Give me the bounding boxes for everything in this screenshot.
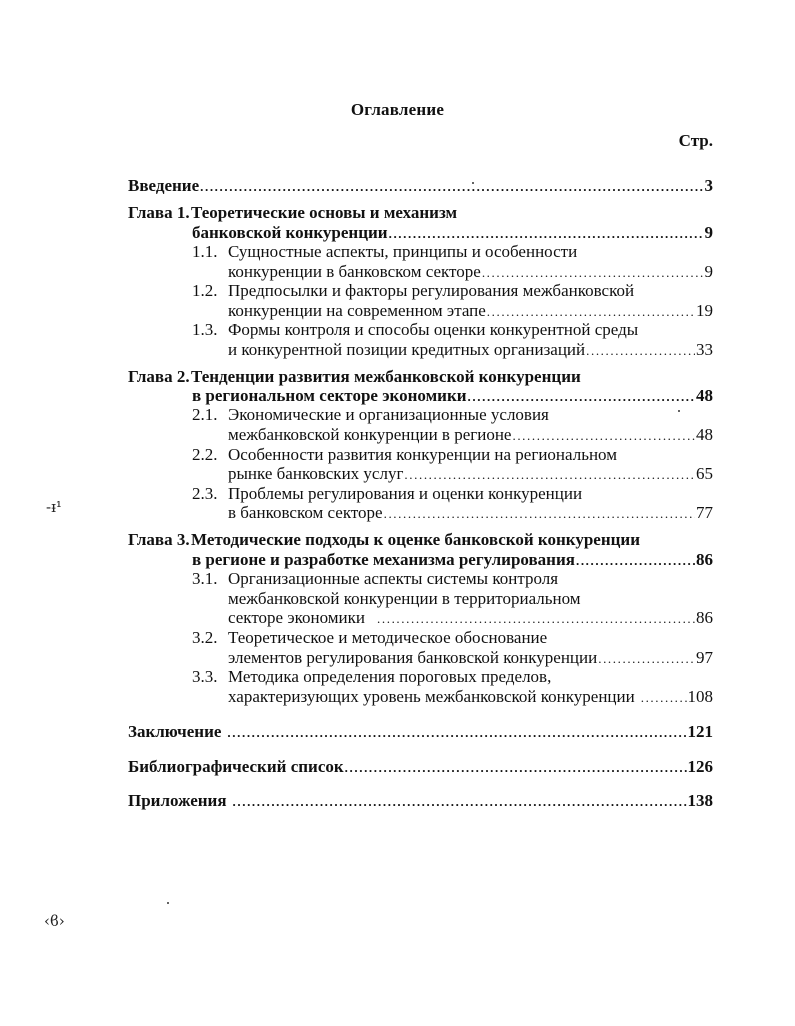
- section-number: 3.2.: [192, 628, 218, 647]
- chapter-title-line1: Методические подходы к оценке банковской конкуренции: [191, 530, 640, 549]
- dot-leader: [586, 341, 695, 361]
- section-title-line2: межбанковской конкуренции в территориальном: [228, 589, 581, 608]
- section-page: 33: [696, 340, 713, 359]
- dot-leader: [487, 302, 695, 322]
- toc-section-3-1-line2[interactable]: [228, 589, 581, 609]
- chapter-page: 48: [696, 386, 713, 405]
- section-title-line2: характеризующих уровень межбанковской конкуренции: [228, 687, 635, 706]
- scan-speck: [678, 410, 680, 412]
- dot-leader: [404, 465, 695, 485]
- toc-section-1-2[interactable]: [192, 281, 634, 301]
- toc-section-2-2[interactable]: [192, 445, 617, 465]
- toc-section-2-1-end[interactable]: [228, 425, 713, 446]
- section-page: 19: [696, 301, 713, 320]
- toc-appendix[interactable]: [128, 791, 713, 812]
- section-title-line2: межбанковской конкуренции в регионе: [228, 425, 512, 444]
- section-title-line3: секторе экономики: [228, 608, 366, 627]
- toc-chapter-1-heading[interactable]: [128, 203, 457, 223]
- section-number: 2.2.: [192, 445, 218, 464]
- section-number: 2.1.: [192, 405, 218, 424]
- section-number: 3.1.: [192, 569, 218, 588]
- toc-chapter-2[interactable]: [192, 386, 713, 407]
- dot-leader: [233, 792, 687, 812]
- toc-intro-label: Введение: [128, 176, 200, 195]
- toc-section-3-2-end[interactable]: [228, 648, 713, 669]
- toc-appendix-page: 138: [687, 791, 713, 810]
- dot-leader: [389, 224, 704, 244]
- toc-chapter-2-heading[interactable]: [128, 367, 581, 387]
- toc-section-1-1-end[interactable]: [228, 262, 713, 283]
- dot-leader: [377, 609, 695, 629]
- section-page: 86: [696, 608, 713, 627]
- toc-chapter-1[interactable]: [192, 223, 713, 244]
- toc-conclusion-label: Заключение: [128, 722, 222, 741]
- toc-chapter-3[interactable]: [192, 550, 713, 571]
- dot-leader: [384, 504, 695, 524]
- section-title-line2: в банковском секторе: [228, 503, 383, 522]
- toc-bibliography-label: Библиографический список: [128, 757, 344, 776]
- section-page: 48: [696, 425, 713, 444]
- section-number: 1.2.: [192, 281, 218, 300]
- dot-leader: [227, 723, 686, 743]
- toc-section-3-3[interactable]: [192, 667, 551, 687]
- toc-intro[interactable]: [128, 176, 713, 197]
- section-title-line2: конкуренции в банковском секторе: [228, 262, 481, 281]
- toc-section-3-2[interactable]: [192, 628, 547, 648]
- section-title-line1: Организационные аспекты системы контроля: [228, 569, 559, 588]
- toc-section-3-1-end[interactable]: [228, 608, 713, 629]
- section-title-line2: конкуренции на современном этапе: [228, 301, 486, 320]
- section-number: 1.3.: [192, 320, 218, 339]
- toc-section-2-3-end[interactable]: [228, 503, 713, 524]
- toc-section-2-3[interactable]: [192, 484, 582, 504]
- section-title-line2: элементов регулирования банковской конкуренции: [228, 648, 598, 667]
- page-column-header: Стр.: [678, 131, 713, 150]
- toc-section-2-1[interactable]: [192, 405, 549, 425]
- section-title-line1: Формы контроля и способы оценки конкурентной среды: [228, 320, 639, 339]
- chapter-title-line2: банковской конкуренции: [192, 223, 388, 242]
- chapter-title-line2: в регионе и разработке механизма регулирования: [192, 550, 575, 569]
- toc-section-1-3-end[interactable]: [228, 340, 713, 361]
- section-number: 1.1.: [192, 242, 218, 261]
- toc-section-1-3[interactable]: [192, 320, 638, 340]
- toc-bibliography[interactable]: [128, 757, 713, 778]
- dot-leader: [641, 688, 687, 708]
- margin-mark: ‹ϐ›: [44, 912, 65, 930]
- toc-conclusion[interactable]: [128, 722, 713, 743]
- scan-speck: [167, 902, 169, 904]
- section-page: 97: [696, 648, 713, 667]
- section-page: 77: [696, 503, 713, 522]
- chapter-label: Глава 3.: [128, 530, 190, 549]
- toc-intro-page: 3: [704, 176, 713, 195]
- section-title-line2: и конкурентной позиции кредитных организаций: [228, 340, 586, 359]
- chapter-title-line1: Теоретические основы и механизм: [191, 203, 458, 222]
- toc-bibliography-page: 126: [687, 757, 713, 776]
- page-title: Оглавление: [350, 100, 445, 119]
- section-title-line1: Проблемы регулирования и оценки конкуренции: [228, 484, 583, 503]
- toc-appendix-label: Приложения: [128, 791, 227, 810]
- chapter-page: 9: [704, 223, 713, 242]
- toc-conclusion-page: 121: [687, 722, 713, 741]
- section-title-line1: Предпосылки и факторы регулирования межбанковской: [228, 281, 635, 300]
- dot-leader: [482, 263, 704, 283]
- dot-leader: [200, 177, 703, 197]
- dot-leader: [576, 551, 695, 571]
- toc-section-1-1[interactable]: [192, 242, 577, 262]
- chapter-title-line2: в региональном секторе экономики: [192, 386, 467, 405]
- section-title-line1: Теоретическое и методическое обоснование: [228, 628, 548, 647]
- section-title-line1: Сущностные аспекты, принципы и особенности: [228, 242, 578, 261]
- chapter-title-line1: Тенденции развития межбанковской конкуренции: [191, 367, 581, 386]
- toc-section-3-1[interactable]: [192, 569, 558, 589]
- toc-section-1-2-end[interactable]: [228, 301, 713, 322]
- toc-section-2-2-end[interactable]: [228, 464, 713, 485]
- section-page: 65: [696, 464, 713, 483]
- dot-leader: [345, 758, 687, 778]
- section-page: 108: [687, 687, 713, 706]
- chapter-label: Глава 2.: [128, 367, 190, 386]
- section-title-line1: Экономические и организационные условия: [228, 405, 549, 424]
- toc-section-3-3-end[interactable]: [228, 687, 713, 708]
- section-title-line1: Методика определения пороговых пределов,: [228, 667, 552, 686]
- dot-leader: [598, 649, 695, 669]
- dot-leader: [468, 387, 695, 407]
- section-title-line2: рынке банковских услуг: [228, 464, 404, 483]
- dot-leader: [512, 426, 695, 446]
- scan-speck: [472, 182, 474, 184]
- section-number: 2.3.: [192, 484, 218, 503]
- toc-chapter-3-heading[interactable]: [128, 530, 640, 550]
- chapter-label: Глава 1.: [128, 203, 190, 222]
- section-number: 3.3.: [192, 667, 218, 686]
- section-page: 9: [704, 262, 713, 281]
- margin-mark: -ᵻ¹: [46, 498, 62, 516]
- section-title-line1: Особенности развития конкуренции на региональном: [228, 445, 617, 464]
- chapter-page: 86: [696, 550, 713, 569]
